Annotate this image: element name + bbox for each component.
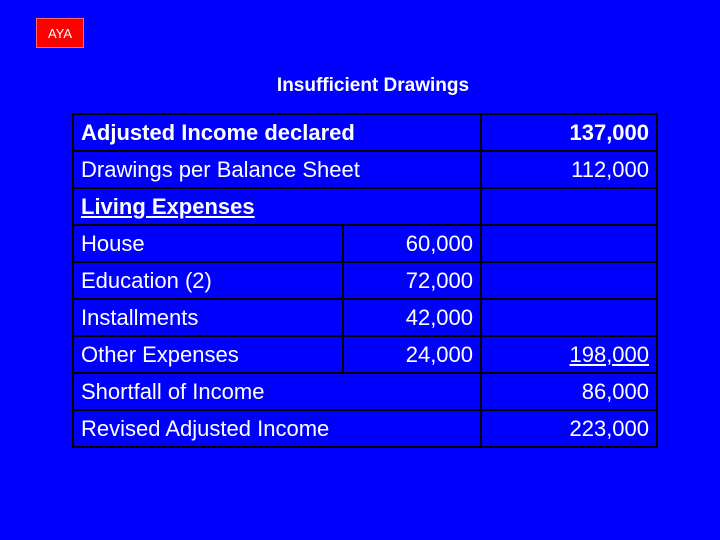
education-amount: 72,000 xyxy=(343,262,481,299)
table-row xyxy=(73,151,657,188)
aya-badge: AYA xyxy=(36,18,84,48)
shortfall-label: Shortfall of Income xyxy=(73,373,481,410)
revised-income-value: 223,000 xyxy=(481,410,657,447)
other-expenses-amount: 24,000 xyxy=(343,336,481,373)
drawings-label: Drawings per Balance Sheet xyxy=(73,151,481,188)
other-expenses-label: Other Expenses xyxy=(73,336,343,373)
education-label: Education (2) xyxy=(73,262,343,299)
table-row xyxy=(73,225,657,262)
empty-cell xyxy=(481,299,657,336)
house-amount: 60,000 xyxy=(343,225,481,262)
installments-amount: 42,000 xyxy=(343,299,481,336)
installments-label: Installments xyxy=(73,299,343,336)
shortfall-value: 86,000 xyxy=(481,373,657,410)
table-row xyxy=(73,114,657,151)
empty-cell xyxy=(481,262,657,299)
revised-income-label: Revised Adjusted Income xyxy=(73,410,481,447)
empty-cell xyxy=(481,225,657,262)
table-row xyxy=(73,410,657,447)
table-row xyxy=(73,299,657,336)
living-expenses-heading: Living Expenses xyxy=(73,188,481,225)
drawings-table xyxy=(72,113,658,448)
table-row xyxy=(73,336,657,373)
adjusted-income-label: Adjusted Income declared xyxy=(73,114,481,151)
table-row xyxy=(73,373,657,410)
table-row xyxy=(73,262,657,299)
house-label: House xyxy=(73,225,343,262)
adjusted-income-value: 137,000 xyxy=(481,114,657,151)
living-expenses-total: 198,000 xyxy=(481,336,657,373)
slide-title: Insufficient Drawings xyxy=(276,75,470,96)
drawings-value: 112,000 xyxy=(481,151,657,188)
empty-cell xyxy=(481,188,657,225)
table-row xyxy=(73,188,657,225)
